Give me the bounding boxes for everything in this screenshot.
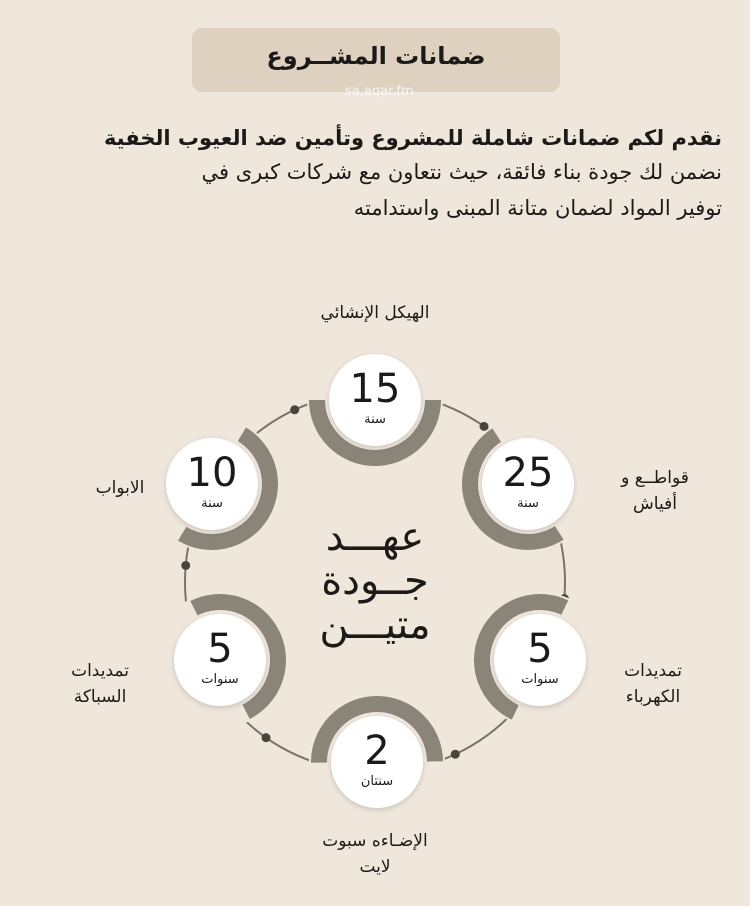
slogan-line: عهـــد: [325, 514, 425, 560]
guarantee-circle-doors: [166, 438, 258, 530]
connector-dot: [181, 561, 190, 570]
connector-dot: [290, 405, 299, 414]
guarantee-unit: سنة: [364, 412, 386, 427]
guarantee-unit: سنتان: [360, 774, 394, 789]
guarantee-circle-lighting: [331, 716, 423, 808]
label-structure: الهيكل الإنشائي: [320, 303, 430, 323]
guarantee-unit: سنوات: [201, 672, 239, 687]
guarantee-circle-plumbing: [174, 614, 266, 706]
guarantee-unit: سنة: [201, 496, 223, 511]
guarantee-years: 10: [186, 450, 238, 496]
label-lighting: الإضـاءه سبوت لايت: [322, 831, 428, 877]
slogan-line: متيـــن: [319, 602, 431, 648]
guarantee-circle-structure: [329, 354, 421, 446]
guarantee-years: 5: [207, 626, 233, 672]
label-electrical: تمديدات الكهرباء: [624, 661, 682, 707]
center-slogan: [300, 515, 450, 647]
label-plumbing: تمديدات السباكة: [71, 661, 129, 707]
guarantee-years: 15: [349, 366, 401, 412]
guarantee-circle-switches: [482, 438, 574, 530]
label-switches: قواطــع و أفياش: [621, 468, 689, 514]
connector-dot: [479, 422, 488, 431]
label-doors: الابواب: [95, 478, 145, 498]
guarantee-years: 2: [364, 728, 390, 774]
page-title: ضمانات المشــروع: [266, 42, 486, 70]
guarantee-unit: سنة: [517, 496, 539, 511]
guarantee-unit: سنوات: [521, 672, 559, 687]
intro-line-1: نقدم لكم ضمانات شاملة للمشروع وتأمين ضد العيوب الخفية: [103, 126, 722, 150]
connector-dot: [451, 750, 460, 759]
guarantee-years: 5: [527, 626, 553, 672]
guarantee-years: 25: [502, 450, 554, 496]
intro-line-2: نضمن لك جودة بناء فائقة، حيث نتعاون مع شركات كبرى في: [201, 160, 722, 184]
guarantee-circle-electrical: [494, 614, 586, 706]
intro-line-3: توفير المواد لضمان متانة المبنى واستدامته: [353, 196, 722, 220]
watermark: sa.aqar.fm: [345, 84, 414, 99]
connector-dot: [262, 733, 271, 742]
slogan-line: جــودة: [321, 558, 429, 604]
